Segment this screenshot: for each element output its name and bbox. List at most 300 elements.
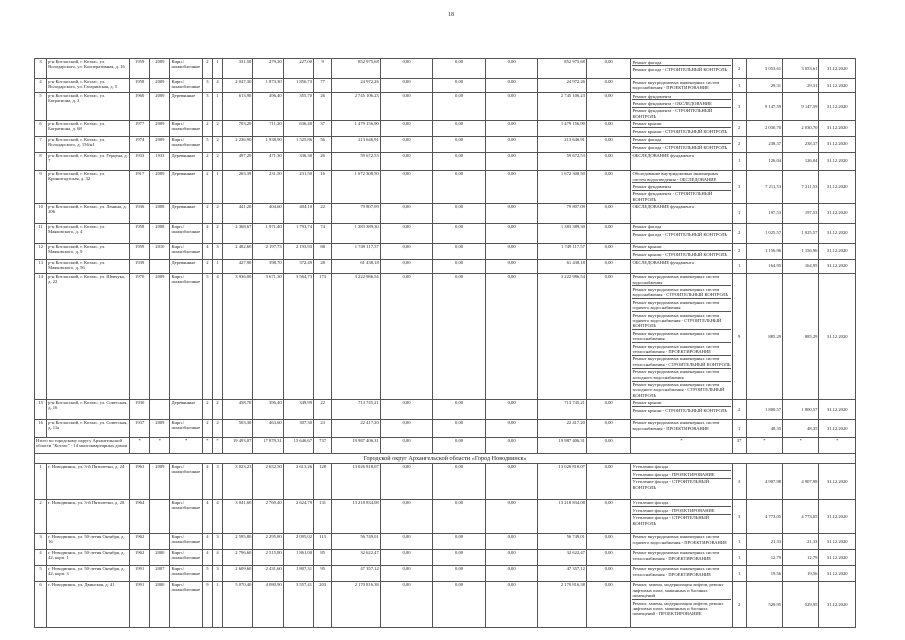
cell-max-cost-per-sqm: 4 907,98 (783, 463, 819, 499)
cell-fund-local: 0,00 (485, 565, 538, 581)
total-cost: 19 987 406,31 (332, 437, 381, 453)
cell-wall-material: Кирп./ шлакоблочные (170, 549, 202, 565)
table-row (35, 565, 856, 581)
cell-address: г. Новодвинск, ул. 3-й Пятилетки, д. 28 (47, 499, 130, 533)
cell-year-built: 1962 (130, 549, 150, 565)
cell-area-living: 3 671,30 (253, 273, 283, 399)
cell-year-overhaul: 2009 (150, 419, 170, 437)
work-item: Ремонт внутридомовых инженерных систем горячего водоснабжения - СТРОИТЕЛЬНЫЙ КОНТРОЛЬ (632, 312, 730, 330)
cell-fund-owners: 22 417,20 (538, 419, 587, 437)
cell-area-part: 1 861,00 (283, 549, 313, 565)
cell-cost-per-sqm: 9 147,59 (746, 93, 782, 121)
cell-max-cost-per-sqm: 164,95 (783, 259, 819, 273)
cell-fund-owners: 1 749 117,57 (538, 243, 587, 259)
cell-type-code: 2 (732, 399, 746, 419)
cell-year-overhaul (150, 259, 170, 273)
cell-cost-per-sqm: 7 211,53 (746, 170, 782, 203)
cell-wall-material: Кирп./ шлакоблочные (170, 565, 202, 581)
work-item: Ремонт фундамента - ОБСЛЕДОВАНИЕ (632, 100, 730, 107)
cell-fund-regional: 0,00 (433, 152, 486, 170)
cell-fund-other: 0,00 (586, 79, 630, 93)
cell-area-part: 2 193,93 (283, 243, 313, 259)
cell-fund-state: 0,00 (380, 399, 433, 419)
cell-address: р-н Котласский, г. Котлас, ул. Багратиона, д. 2 (47, 93, 130, 121)
cell-deadline: 31.12.2020 (819, 463, 856, 499)
cell-fund-owners: 32 622,47 (538, 549, 587, 565)
cell-fund-owners: 13 218 834,08 (538, 499, 587, 533)
cell-works (631, 152, 732, 170)
cell-fund-other: 0,00 (586, 170, 630, 203)
cell-deadline: 31.12.2020 (819, 273, 856, 399)
cell-area-part: 227,00 (283, 59, 313, 79)
cell-type-code: 2 (732, 223, 746, 243)
cell-entrances: 2 (212, 223, 222, 243)
cell-cost-per-sqm: 3 053,61 (746, 59, 782, 79)
cell-wall-material: Деревянные (170, 170, 202, 203)
cell-area-total: 3 023,23 (223, 463, 253, 499)
cell-area-living: 2 515,80 (253, 549, 283, 565)
cell-area-part: 2 624,79 (283, 499, 313, 533)
cell-entrances: 2 (212, 419, 222, 437)
cell-area-living: 2 197,73 (253, 243, 283, 259)
cell-deadline: 31.12.2020 (819, 152, 856, 170)
total-star: * (150, 437, 170, 453)
cell-cost-per-sqm: 4 773,05 (746, 499, 782, 533)
cell-fund-other: 0,00 (586, 549, 630, 565)
cell-area-living: 711,20 (253, 120, 283, 136)
cell-wall-material: Кирп./ шлакоблочные (170, 136, 202, 152)
cell-max-cost-per-sqm: 29,31 (783, 79, 819, 93)
cell-area-total: 703,20 (223, 120, 253, 136)
cell-area-total: 331,50 (223, 59, 253, 79)
cell-wall-material: Деревянные (170, 399, 202, 419)
cell-area-part: 1 856,73 (283, 79, 313, 93)
cell-area-part: 355,70 (283, 93, 313, 121)
table-row (35, 533, 856, 549)
cell-year-built: 1937 (130, 419, 150, 437)
table-row (35, 581, 856, 627)
table-row (35, 223, 856, 243)
cell-row-number: 11 (35, 223, 47, 243)
cell-year-built: 1958 (130, 223, 150, 243)
work-item: Ремонт внутридомовых инженерных систем водоснабжения (632, 274, 730, 287)
cell-area-part: 1 793,74 (283, 223, 313, 243)
cell-works (631, 170, 732, 203)
cell-type-code: 2 (732, 59, 746, 79)
cell-row-number: 7 (35, 136, 47, 152)
cell-floors: 5 (202, 273, 212, 399)
work-item: Ремонт внутридомовых инженерных систем водоснабжения - ПРОЕКТИРОВАНИЕ (632, 79, 720, 90)
cell-fund-owners: 61 438,18 (538, 259, 587, 273)
cell-fund-owners: 56 749,01 (538, 533, 587, 549)
cell-address: р-н Котласский, г. Котлас, ул. Володарского, ул. Гагаринская, д. 5 (47, 79, 130, 93)
cell-max-cost-per-sqm: 9 147,59 (783, 93, 819, 121)
cell-residents: 26 (314, 93, 332, 121)
cell-residents: 26 (314, 152, 332, 170)
cell-entrances: 2 (212, 399, 222, 419)
table-row (35, 170, 856, 203)
cell-fund-state: 0,00 (380, 59, 433, 79)
cell-year-overhaul: 2009 (150, 79, 170, 93)
cell-max-cost-per-sqm: 1 800,57 (783, 399, 819, 419)
total-type-code: 37 (732, 437, 746, 453)
cell-max-cost-per-sqm: 238,37 (783, 136, 819, 152)
cell-year-built: 1964 (130, 499, 150, 533)
cell-works (631, 59, 732, 79)
cell-entrances: 1 (212, 59, 222, 79)
cell-cost-total: 2 745 106,23 (332, 93, 381, 121)
work-item: Ремонт внутридомовых инженерных систем горячего водоснабжения (632, 299, 730, 312)
cell-cost-total: 61 438,18 (332, 259, 381, 273)
cell-fund-state: 0,00 (380, 533, 433, 549)
table-row (35, 203, 856, 223)
work-item: ОБСЛЕДОВАНИЕ фундамента (632, 260, 694, 266)
cell-deadline: 31.12.2020 (819, 419, 856, 437)
cell-type-code: 1 (732, 203, 746, 223)
cell-area-part: 1 807,31 (283, 565, 313, 581)
table-row (35, 549, 856, 565)
work-item: Утепление фасада (632, 500, 730, 507)
cell-floors: 2 (202, 203, 212, 223)
cell-fund-owners: 1 383 389,30 (538, 223, 587, 243)
cell-address: р-н Котласский, г. Котлас, ул. Ленина, д. 206 (47, 203, 130, 223)
cell-fund-regional: 0,00 (433, 223, 486, 243)
total-star: * (783, 437, 819, 453)
cell-year-built: 1959 (130, 59, 150, 79)
cell-fund-regional: 0,00 (433, 259, 486, 273)
cell-fund-other: 0,00 (586, 533, 630, 549)
cell-year-overhaul: 2008 (150, 223, 170, 243)
section-header-row (35, 453, 856, 463)
cell-cost-per-sqm: 19,56 (746, 565, 782, 581)
work-item: Утепление фасада - СТРОИТЕЛЬНЫЙ КОНТРОЛЬ (632, 479, 710, 490)
cell-fund-state: 0,00 (380, 203, 433, 223)
cell-cost-per-sqm: 885,29 (746, 273, 782, 399)
cell-fund-local: 0,00 (485, 273, 538, 399)
cell-address: р-н Котласский, г. Котлас, ул. Кронштадтская, д. 32 (47, 170, 130, 203)
cell-fund-other: 0,00 (586, 259, 630, 273)
cell-works (631, 136, 732, 152)
cell-fund-regional: 0,00 (433, 273, 486, 399)
cell-residents: 113 (314, 533, 332, 549)
cell-area-total: 263,39 (223, 170, 253, 203)
cell-area-part: 3 557,41 (283, 581, 313, 627)
cell-fund-regional: 0,00 (433, 581, 486, 627)
cell-type-code: 2 (732, 120, 746, 136)
cell-cost-total: 3 222 986,54 (332, 273, 381, 399)
cell-entrances: 2 (212, 152, 222, 170)
cell-fund-regional: 0,00 (433, 549, 486, 565)
cell-cost-total: 13 218 834,08 (332, 499, 381, 533)
cell-residents: 128 (314, 463, 332, 499)
cell-cost-per-sqm: 164,95 (746, 259, 782, 273)
cell-area-living: 231,50 (253, 170, 283, 203)
total-star: * (202, 437, 212, 453)
cell-cost-per-sqm: 29,31 (746, 79, 782, 93)
cell-works (631, 463, 732, 499)
cell-row-number: 15 (35, 399, 47, 419)
cell-works (631, 549, 732, 565)
cell-address: р-н Котласский, г. Котлас, ул. Советская, д. 11а (47, 419, 130, 437)
cell-year-built: 1959 (130, 243, 150, 259)
cell-works (631, 581, 732, 627)
cell-works (631, 243, 732, 259)
cell-works (631, 273, 732, 399)
cell-cost-total: 47 357,12 (332, 565, 381, 581)
cell-fund-regional: 0,00 (433, 170, 486, 203)
cell-type-code: 1 (732, 419, 746, 437)
cell-fund-owners: 2 170 816,38 (538, 581, 587, 627)
cell-fund-local: 0,00 (485, 59, 538, 79)
cell-area-total: 458,70 (223, 399, 253, 419)
cell-area-living: 2 652,50 (253, 463, 283, 499)
cell-wall-material: Кирп./ шлакоблочные (170, 243, 202, 259)
cell-address: р-н Котласский, г. Котлас, ул. Володарского, д. 156/н1 (47, 136, 130, 152)
cell-cost-total: 1 479 156,90 (332, 120, 381, 136)
cell-type-code: 1 (732, 533, 746, 549)
cell-max-cost-per-sqm: 126,04 (783, 152, 819, 170)
cell-wall-material: Деревянные (170, 93, 202, 121)
cell-cost-per-sqm: 529,95 (746, 581, 782, 627)
cell-type-code: 3 (732, 170, 746, 203)
cell-fund-other: 0,00 (586, 120, 630, 136)
cell-fund-local: 0,00 (485, 419, 538, 437)
cell-area-living: 463,60 (253, 419, 283, 437)
section-title: Городской округ Архангельской области «Город Новодвинск» (35, 453, 856, 463)
work-item: Ремонт крыши - СТРОИТЕЛЬНЫЙ КОНТРОЛЬ (632, 407, 728, 413)
cell-fund-other: 0,00 (586, 399, 630, 419)
table-row (35, 152, 856, 170)
cell-year-built: 1962 (130, 533, 150, 549)
cell-year-overhaul: 2008 (150, 203, 170, 223)
total-area-total: 19 493,07 (223, 437, 253, 453)
cell-address: г. Новодвинск, ул. 3-й Пятилетки, д. 24 (47, 463, 130, 499)
cell-fund-regional: 0,00 (433, 399, 486, 419)
cell-cost-total: 24 972,26 (332, 79, 381, 93)
cell-floors: 4 (202, 533, 212, 549)
cell-floors: 3 (202, 93, 212, 121)
cell-fund-regional: 0,00 (433, 463, 486, 499)
cell-cost-total: 2 170 816,38 (332, 581, 381, 627)
cell-residents: 23 (314, 419, 332, 437)
cell-area-part: 336,30 (283, 152, 313, 170)
cell-works (631, 399, 732, 419)
cell-year-built: 1939 (130, 259, 150, 273)
cell-cost-per-sqm: 48,35 (746, 419, 782, 437)
table-row (35, 79, 856, 93)
cell-type-code: 1 (732, 152, 746, 170)
cell-area-part: 3 564,73 (283, 273, 313, 399)
cell-entrances: 4 (212, 549, 222, 565)
cell-year-overhaul: 2009 (150, 273, 170, 399)
total-star: * (170, 437, 202, 453)
cell-fund-owners: 713 745,21 (538, 399, 587, 419)
cell-works (631, 565, 732, 581)
cell-fund-local: 0,00 (485, 79, 538, 93)
work-item: Утепление фасада (632, 464, 730, 471)
work-item: Ремонт внутридомовых инженерных систем теплоснабжения - ПРОЕКТИРОВАНИЕ (632, 343, 730, 356)
cell-fund-regional: 0,00 (433, 565, 486, 581)
cell-fund-local: 0,00 (485, 259, 538, 273)
cell-floors: 2 (202, 419, 212, 437)
cell-fund-regional: 0,00 (433, 136, 486, 152)
cell-floors: 2 (202, 120, 212, 136)
cell-floors: 3 (202, 79, 212, 93)
cell-fund-state: 0,00 (380, 565, 433, 581)
cell-row-number: 6 (35, 120, 47, 136)
cell-wall-material: Деревянные (170, 203, 202, 223)
cell-max-cost-per-sqm: 1 025,57 (783, 223, 819, 243)
cell-works (631, 120, 732, 136)
cell-area-part: 307,30 (283, 419, 313, 437)
cell-type-code: 3 (732, 463, 746, 499)
table-row (35, 120, 856, 136)
cell-area-living: 2 295,80 (253, 533, 283, 549)
cell-area-living: 471,30 (253, 152, 283, 170)
cell-entrances: 2 (212, 203, 222, 223)
cell-area-total: 3 041,60 (223, 499, 253, 533)
cell-entrances: 4 (212, 79, 222, 93)
cell-floors: 2 (202, 152, 212, 170)
cell-entrances: 3 (212, 243, 222, 259)
cell-type-code: 1 (732, 549, 746, 565)
cell-wall-material: Кирп./ шлакоблочные (170, 419, 202, 437)
cell-cost-total: 32 622,47 (332, 549, 381, 565)
cell-wall-material: Кирп./ шлакоблочные (170, 59, 202, 79)
cell-fund-local: 0,00 (485, 120, 538, 136)
cell-fund-other: 0,00 (586, 59, 630, 79)
work-item: Ремонт крыши (632, 244, 730, 251)
cell-fund-owners: 59 672,53 (538, 152, 587, 170)
cell-address: г. Новодвинск, ул. Двинская, д. 41 (47, 581, 130, 627)
cell-row-number: 9 (35, 170, 47, 203)
cell-area-total: 2 047,30 (223, 79, 253, 93)
cell-fund-owners: 1 672 308,50 (538, 170, 587, 203)
cell-floors: 4 (202, 243, 212, 259)
cell-area-total: 2 796,60 (223, 549, 253, 565)
cell-type-code: 1 (732, 565, 746, 581)
cell-area-part: 372,49 (283, 259, 313, 273)
cell-fund-owners: 24 972,26 (538, 79, 587, 93)
table-row (35, 136, 856, 152)
cell-fund-regional: 0,00 (433, 203, 486, 223)
cell-fund-local: 0,00 (485, 533, 538, 549)
cell-cost-total: 22 417,20 (332, 419, 381, 437)
cell-deadline: 31.12.2020 (819, 223, 856, 243)
cell-fund-local: 0,00 (485, 170, 538, 203)
work-item: Ремонт фасада (632, 59, 730, 66)
cell-wall-material: Кирп./ шлакоблочные (170, 499, 202, 533)
total-star: * (212, 437, 222, 453)
cell-row-number: 6 (35, 581, 47, 627)
cell-cost-total: 56 749,01 (332, 533, 381, 549)
cell-entrances: 4 (212, 273, 222, 399)
cell-residents: 74 (314, 223, 332, 243)
work-item: Ремонт, замена, модернизация лифтов, ремонт лифтовых шахт, машинных и блочных помещений (632, 582, 730, 600)
work-item: Ремонт фундамента - СТРОИТЕЛЬНЫЙ КОНТРОЛЬ (632, 108, 713, 119)
cell-year-overhaul (150, 499, 170, 533)
cell-residents: 16 (314, 170, 332, 203)
cell-wall-material: Кирп./ шлакоблочные (170, 533, 202, 549)
cell-area-part: 636,40 (283, 120, 313, 136)
cell-fund-local: 0,00 (485, 243, 538, 259)
cell-year-built: 1930 (130, 399, 150, 419)
cell-fund-local: 0,00 (485, 499, 538, 533)
total-star: * (130, 437, 150, 453)
cell-deadline: 31.12.2020 (819, 565, 856, 581)
cell-fund-state: 0,00 (380, 79, 433, 93)
cell-wall-material: Деревянные (170, 152, 202, 170)
cell-type-code: 9 (732, 273, 746, 399)
cell-works (631, 79, 732, 93)
cell-year-overhaul: 2007 (150, 565, 170, 581)
cell-max-cost-per-sqm: 1 156,96 (783, 243, 819, 259)
cell-year-overhaul: 2000 (150, 549, 170, 565)
cell-year-overhaul: 2000 (150, 581, 170, 627)
cell-residents: 173 (314, 273, 332, 399)
total-residents: 737 (314, 437, 332, 453)
cell-floors: 5 (202, 565, 212, 581)
cell-area-total: 2 368,67 (223, 223, 253, 243)
total-star: * (819, 437, 856, 453)
cell-wall-material: Кирп./ шлакоблочные (170, 120, 202, 136)
cell-entrances: 1 (212, 93, 222, 121)
total-area-living: 17 879,31 (253, 437, 283, 453)
cell-area-total: 3 936,00 (223, 273, 253, 399)
total-star: * (746, 437, 782, 453)
cell-year-built: 1917 (130, 170, 150, 203)
cell-fund-regional: 0,00 (433, 533, 486, 549)
cell-cost-total: 1 383 389,30 (332, 223, 381, 243)
cell-deadline: 31.12.2020 (819, 549, 856, 565)
cell-floors: 4 (202, 223, 212, 243)
cell-fund-local: 0,00 (485, 399, 538, 419)
cell-area-total: 497,20 (223, 152, 253, 170)
cell-fund-owners: 1 479 156,90 (538, 120, 587, 136)
cell-fund-other: 0,00 (586, 136, 630, 152)
table-row (35, 463, 856, 499)
cell-fund-state: 0,00 (380, 93, 433, 121)
cell-fund-owners: 13 026 818,07 (538, 463, 587, 499)
cell-fund-state: 0,00 (380, 170, 433, 203)
cell-area-part: 2 613,26 (283, 463, 313, 499)
cell-cost-per-sqm: 1 156,96 (746, 243, 782, 259)
cell-area-part: 2 095,02 (283, 533, 313, 549)
cell-fund-other: 0,00 (586, 203, 630, 223)
cell-fund-local: 0,00 (485, 136, 538, 152)
work-item: Утепление фасада - ПРОЕКТИРОВАНИЕ (632, 471, 730, 478)
total-fund-local: 0,00 (485, 437, 538, 453)
cell-area-total: 5 070,40 (223, 581, 253, 627)
cell-fund-other: 0,00 (586, 581, 630, 627)
cell-area-total: 2 609,60 (223, 565, 253, 581)
cell-fund-local: 0,00 (485, 581, 538, 627)
cell-area-living: 2 769,40 (253, 499, 283, 533)
cell-max-cost-per-sqm: 2 030,70 (783, 120, 819, 136)
cell-area-part: 349,99 (283, 399, 313, 419)
work-item: Ремонт внутридомовых инженерных систем теплоснабжения - СТРОИТЕЛЬНЫЙ КОНТРОЛЬ (632, 356, 731, 367)
cell-area-total: 503,30 (223, 419, 253, 437)
cell-year-overhaul: 2009 (150, 463, 170, 499)
cell-floors: 4 (202, 549, 212, 565)
cell-residents: 22 (314, 399, 332, 419)
cell-fund-regional: 0,00 (433, 499, 486, 533)
cell-entrances: 1 (212, 581, 222, 627)
cell-area-living: 1 971,40 (253, 223, 283, 243)
cell-floors: 2 (202, 259, 212, 273)
cell-address: г. Новодвинск, ул. 50-летия Октября, д. 16 (47, 533, 130, 549)
cell-fund-other: 0,00 (586, 273, 630, 399)
